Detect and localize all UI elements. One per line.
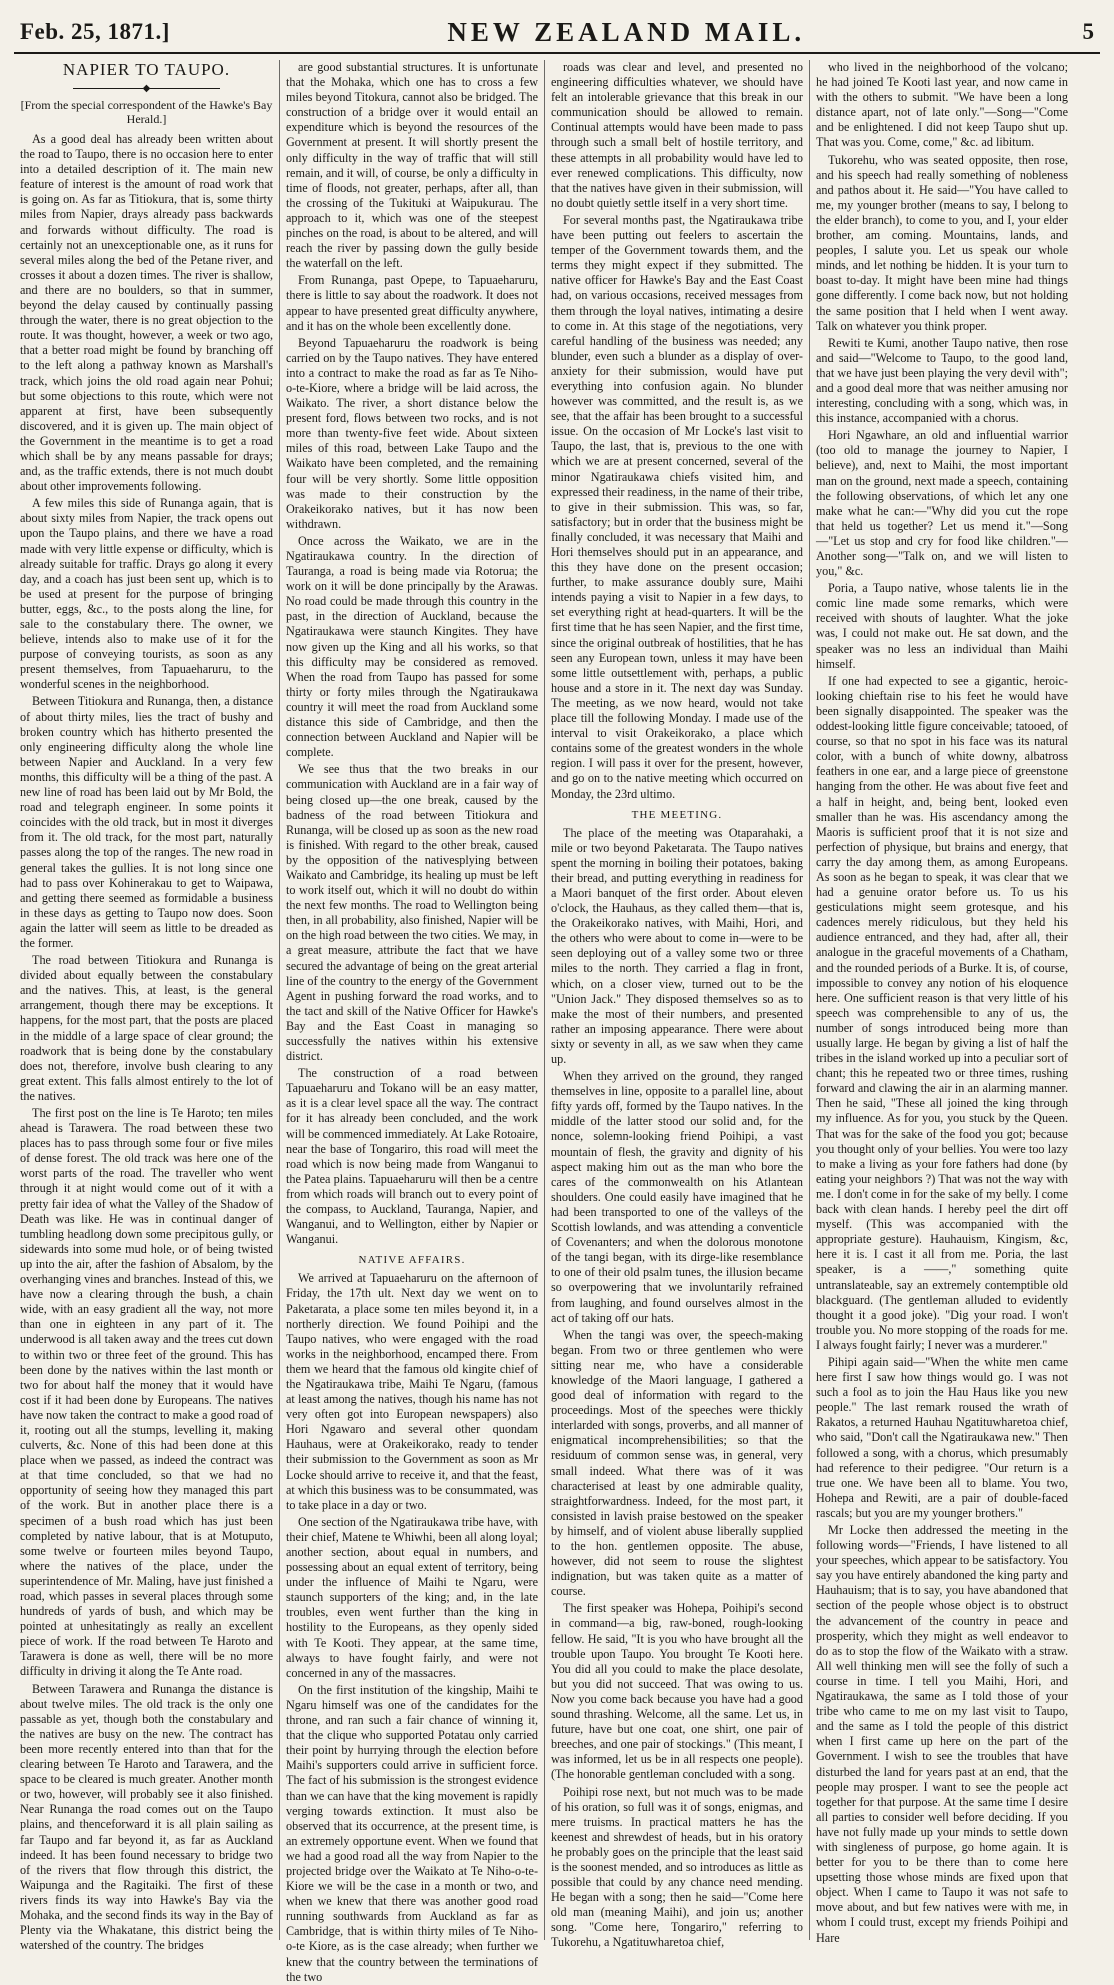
paragraph: On the first institution of the kingship, Maihi te Ngaru himself was one of the candidates for the throne, and ran such a fair chance of winning it, that the clique who supported Potatau only carried their point by hurrying through the election before Maihi's supporters could arrive in sufficient force. The fact of his submission is the strongest evidence than we can have that the king movement is rapidly verging towards extinction. It must also be observed that its occurrence, at the present time, is an extremely opportune event. When we found that we had a good road all the way from Napier to the projected bridge over the Waikato at Te Niho-o-te-Kiore we will be the case in a month or two, and when we knew that there was another good road running southwards from Auckland as far as Cambridge, that is within thirty miles of Te Niho-o-te Kiore, as is the case already; when further we knew that the country between the terminations of the two (286, 1682, 538, 1984)
paragraph: Tukorehu, who was seated opposite, then rose, and his speech had really something of nobleness and pathos about it. He said—"You have called to me, my younger brother (means to say, I belong to the elder branch), to come to you, and I, your elder brother, am coming. Mountains, lands, and peoples, I salute you. Let us speak our whole minds, and let nothing be hidden. It is your turn to boast to-day. It might have been mine had things gone differently. I come back now, but not holding the same position that I held when I went away. Talk on whatever you think proper. (816, 152, 1068, 333)
paragraph: The construction of a road between Tapuaeharuru and Tokano will be an easy matter, as it is a clear level space all the way. The contract for it has already been concluded, and the work will be commenced immediately. At Lake Rotoaire, near the base of Tongariro, this road will meet the road which is now being made from Wanganui to the Patea plains. Tapuaeharuru will then be a centre from which roads will branch out to every point of the compass, to Auckland, Tauranga, Napier, and Wanganui, and to Wellington, either by Napier or Wanganui. (286, 1066, 538, 1247)
section-heading: THE MEETING. (631, 808, 723, 821)
paragraph: Once across the Waikato, we are in the Ngatiraukawa country. In the direction of Tauranga, a road is being made via Rotorua; the work on it will be done principally by the Arawas. No road could be made through this country in the past, in the direction of Auckland, because the Ngatiraukawa were staunch Kingites. They have now given up the King and all his works, so that this difficulty may be considered as removed. When the road from Taupo has passed for some thirty or forty miles through the Ngatiraukawa country it will meet the road from Auckland some distance this side of Cambridge, and then the connection between Auckland and Napier will be complete. (286, 533, 538, 760)
article-byline: [From the special correspondent of the Hawke's Bay Herald.] (20, 98, 273, 126)
section-heading: NATIVE AFFAIRS. (358, 1254, 466, 1267)
paragraph: are good substantial structures. It is unfortunate that the Mohaka, which one has to cross a few miles beyond Titokura, cannot also be bridged. The construction of a bridge over it would entail an expenditure which is beyond the resources of the Government at present. It will shortly present the only difficulty in the way of traffic that will still remain, and it will, of course, be only a difficulty in time of floods, not greater, perhaps, after all, than the crossing of the Tukituki at Waipukurau. The approach to it, which was one of the steepest pinches on the road, is about to be altered, and will reach the river by passing down the gully beside the waterfall on the left. (286, 60, 538, 271)
paragraph: When they arrived on the ground, they ranged themselves in line, opposite to a parallel line, about fifty yards off, formed by the Taupo natives. In the middle of the latter stood our solid and, for the nonce, solemn-looking friend Poihipi, a vast mountain of flesh, the gravity and dignity of his aspect making him out as the man who bore the cares of the commonwealth on his Atlantean shoulders. One could easily have imagined that he had been transported to one of the valleys of the Scottish lowlands, and was attending a conventicle of Covenanters; and when the dolorous monotone of the tangi began, with its dirge-like resemblance to one of their old psalm tunes, the illusion became so overpowering that we involuntarily refrained from laughing, and found ourselves almost in the act of taking off our hats. (551, 1069, 803, 1325)
paragraph: Between Tarawera and Runanga the distance is about twelve miles. The old track is the only one passable as yet, though both the constabulary and the natives are busy on the new. The contract has been more recently entered into than that for the clearing between Te Haroto and Tarawera, and the space to be cleared is much greater. Another month or two, however, will probably see it also finished. Near Runanga the road comes out on the Taupo plains, and thenceforward it is all plain sailing as far Taupo and far beyond it, as far as Auckland indeed. It has been found necessary to bridge two of the rivers that flow through this district, the Waipunga and the Ragitaiki. The first of these rivers finds its way into Hawke's Bay via the Mohaka, and the second finds its way in the Bay of Plenty via the Whakatane, this district being the watershed of the country. The bridges (20, 1681, 273, 1953)
title-ornament: ◆ (20, 84, 273, 94)
paragraph: who lived in the neighborhood of the volcano; he had joined Te Kooti last year, and now came in with the others to submit. "We have been a long distance apart, not of late only."—Song—"Come and be enlightened. I did not keep Taupo shut up. That was you. Come, come," &c. ad libitum. (816, 60, 1068, 150)
paragraph: Mr Locke then addressed the meeting in the following words—"Friends, I have listened to all your speeches, which appear to be satisfactory. You say you have entirely abandoned the king party and Hauhauism; that is to say, you have abandoned that section of the people whose object is to obstruct the advancement of the country in peace and prosperity, which they might as well endeavor to do as to stop the flow of the Waikato with a straw. All well thinking men will see the folly of such a course in time. I tell you Maihi, Hori, and Ngatiraukawa, the same as I told those of your tribe who came to me on my last visit to Taupo, and the same as I told the people of this district when I first came up here on the part of the Government. I wish to see the troubles that have disturbed the land for years past at an end, that the people may prosper. I want to see the people act together for that purpose. At the same time I desire all parties to consider well before deciding. If you have not fully made up your minds to settle down with singleness of purpose, go home again. It is better for you to be there than to come here upsetting those whose minds are fixed upon that object. When I came to Taupo it was not safe to move about, and but few natives were with me, in whom I could trust, except my friends Poihipi and Hare (816, 1523, 1068, 1945)
paragraph: Poihipi rose next, but not much was to be made of his oration, so full was it of songs, enigmas, and mere truisms. In practical matters he has the keenest and shrewdest of heads, but in his oratory he probably goes on the principle that the least said is the soonest mended, and so introduces as little as possible that could by any chance need mending. He began with a song; then he said—"Come here old man (meaning Maihi), and join us; another song. "Come here, Tongariro," referring to Tukorehu, a Ngatituwharetoa chief, (551, 1784, 803, 1950)
column-3 (544, 60, 809, 1950)
column-4 (809, 60, 1074, 1945)
page-number: 5 (1082, 19, 1094, 44)
masthead (14, 12, 1100, 54)
paragraph: The first speaker was Hohepa, Poihipi's second in command—a big, raw-boned, rough-looking fellow. He said, "It is you who have brought all the trouble upon Taupo. You brought Te Kooti here. You did all you could to make the place desolate, but you did not succeed. That was owing to us. Now you come back because you have had a good sound thrashing. Welcome, all the same. Let us, in future, have but one coat, one shirt, one pair of breeches, and one pair of stockings." (This meant, I was informed, let us be in all respects one people). (The honorable gentleman concluded with a song. (551, 1601, 803, 1782)
text-columns (14, 60, 1100, 1984)
paragraph: If one had expected to see a gigantic, heroic-looking chieftain rise to his feet he would have been signally disappointed. The speaker was the oddest-looking little figure conceivable; tatooed, of course, so that no spot in his face was its natural color, with a bunch of white downy, albatross feathers in one ear, and a large piece of greenstone hanging from the other. He was about five feet and a half in height, and, being bent, looked even smaller than he was. His ascendancy among the Maoris is sufficient proof that it is not size and perfection of physique, but brains and energy, that carry the day among them, as among Europeans. As soon as he began to speak, it was clear that we had a genuine orator before us. To us his gesticulations might seem grotesque, and his cadences merely ridiculous, but they held his audience entranced, and they had, after all, their analogue in the graceful movements of a Chatham, and the rounded periods of a Burke. It is, of course, impossible to convey any notion of his eloquence here. One sufficient reason is that very little of his speech was comprehensible to any of us, the number of songs introduced being more than usually large. He began by giving a list of half the tribes in the island worked up into a peculiar sort of chant; this he repeated two or three times, rushing forward and clawing the air in an alarming manner. Then he said, "These all joined the king through my influence. As for you, you stuck by the Queen. That was for the sake of the food you got; because you thought only of your bellies. You were too lazy to make a living as your fore fathers had done (by eating your neighbors ?) That was not the way with me. I don't come in for the sake of my belly. I come back with clean hands. I hereby peel the dirt off myself. (This was accompanied with the appropriate gesture). Hauhauism, Kingism, &c, here it is. I cast it all from me. Poria, the last speaker, is a ——," something quite untranslateable, say an extremely contemptible old blackguard. (The gentleman alluded to evidently thought it a good joke). "Dig your road. I won't trouble you. No more stopping of the roads for me. I always fought fairly; I never was a murderer." (816, 673, 1068, 1352)
paragraph: Between Titiokura and Runanga, then, a distance of about thirty miles, lies the tract of bushy and broken country which has hitherto presented the only engineering difficulty along the whole line between Napier and Auckland. In a very few months, this difficulty will be a thing of the past. A new line of road has been laid out by Mr Bold, the road and telegraph engineer. In some points it coincides with the old track, but in most it diverges from it. The old track, for the most part, naturally passes along the top of the ranges. The new road in general takes the gullies. It is not long since one had to pass over Kohinerakau to get to Waipawa, and getting there seemed as formidable a business in these days as getting to Taupo now does. Soon again the latter will seem as little to be dreaded as the former. (20, 694, 273, 950)
paragraph: The road between Titiokura and Runanga is divided about equally between the constabulary and the natives. This, at least, is the general arrangement, though there may be exceptions. It happens, for the most part, that the posts are placed in the middle of a large space of clear ground; the roadwork that is being done by the constabulary does not, therefore, involve bush clearing to any great extent. This falls almost entirely to the lot of the natives. (20, 953, 273, 1103)
paragraph: When the tangi was over, the speech-making began. From two or three gentlemen who were sitting near me, who have a considerable knowledge of the Maori language, I gathered a good deal of information with regard to the proceedings. Most of the speeches were thickly interlarded with songs, proverbs, and all manner of enigmatical incomprehensibilities; so that the residuum of common sense was, in general, very small indeed. What there was of it was characterised at least by one admirable quality, straightforwardness. Indeed, for the most part, it consisted in lavish praise bestowed on the speaker by himself, and of violent abuse liberally supplied to the hon. gentlemen opposite. The abuse, however, did not seem to rouse the slightest indignation, but was taken quite as a matter of course. (551, 1327, 803, 1599)
column-1 (14, 60, 279, 1953)
paragraph: For several months past, the Ngatiraukawa tribe have been putting out feelers to ascertain the temper of the Government towards them, and the terms they might expect if they submitted. The native officer for Hawke's Bay and the East Coast had, on various occasions, received messages from them through the loyal natives, intimating a desire to come in. At this stage of the negotiations, very careful handling of the business was needed; any blunder, even such a blunder as a display of over-anxiety for their submission, would have put everything into confusion again. No blunder however was committed, and the result is, as we see, that the affair has been brought to a successful issue. On the occasion of Mr Locke's last visit to Taupo, the last, that is, previous to the one with which we are at present concerned, several of the minor Ngatiraukawa chiefs visited him, and expressed their readiness, in the name of their tribe, to give in their submission. This was, so far, satisfactory; but in order that the business might be finally concluded, it was necessary that Maihi and Hori themselves should put in an appearance, and this they have done on the present occasion; further, to make assurance doubly sure, Maihi intends paying a visit to Napier in a few days, to set everything right at head-quarters. It will be the first time that he has seen Napier, and the first time, since the original outbreak of hostilities, that he has seen any European town, unless it may have been some little outsettlement with, perhaps, a public house and a store in it. The next day was Sunday. The meeting, as we now heard, would not take place till the following Monday. I made use of the interval to visit Orakeikorako, a place which contains some of the greatest wonders in the whole region. I will pass it over for the present, however, and go on to the native meeting which occurred on Monday, the 23rd ultimo. (551, 212, 803, 801)
paragraph: We see thus that the two breaks in our communication with Auckland are in a fair way of being closed up—the one break, caused by the badness of the road between Titiokura and Runanga, will be closed up as soon as the new road is finished. With regard to the other break, caused by the opposition of the nativesplying between Waikato and Cambridge, its healing up must be left to work itself out, which it will no doubt do within the next few months. The road to Wellington being then, in all probability, also finished, Napier will be on the high road between the two cities. We may, in a great measure, attribute the fact that we have secured the advantage of being on the great arterial line of the country to the energy of the Government Agent in pushing forward the road works, and to the tact and skill of the Native Officer for Hawke's Bay and the East Coast in managing so successfully the natives within his extensive district. (286, 762, 538, 1064)
paragraph: roads was clear and level, and presented no engineering difficulties whatever, we should have felt an intolerable grievance that this break in our communication should be allowed to remain. Continual attempts would have been made to pass through such a small belt of hostile territory, and these attempts in all probability would have led to ever renewed complications. This difficulty, now that the natives have given in their submission, will no doubt quietly settle itself in a very short time. (551, 60, 803, 210)
paragraph: As a good deal has already been written about the road to Taupo, there is no occasion here to enter into a detailed description of it. The main new feature of interest is the amount of road work that is going on. As far as Titiokura, that is, some thirty miles from Napier, drays already pass backwards and forwards without difficulty. The road is certainly not an unexceptionable one, as it runs for several miles along the bed of the Petane river, and crosses it about a dozen times. The river is shallow, and there are no boulders, so that in summer, beyond the delay caused by continually passing through the water, there is no great objection to the route. It was thought, however, a week or two ago, that a better road might be found by branching off to the left along a pathway known as Marshall's track, which joins the old road again near Pohui; but some objections to this route, which were not apparent at first, have been subsequently discovered, and it is given up. The main object of the Government in the meantime is to get a road which shall be by any means passable for drays; and, as the traffic extends, there is not much doubt about other improvements following. (20, 132, 273, 494)
paragraph: The place of the meeting was Otaparahaki, a mile or two beyond Paketarata. The Taupo natives spent the morning in boiling their potatoes, baking their bread, and putting everything in readiness for a Maori banquet of the first order. About eleven o'clock, the Hauhaus, as they called them—that is, the Orakeikorako natives, with Maihi, Hori, and the others who were about to come in—were to be seen deploying out of a valley some two or three miles to the north. They carried a flag in front, which, on a closer view, turned out to be the "Union Jack." They disposed themselves so as to make the most of their numbers, and presented rather an imposing appearance. There were about sixty or seventy in all, as we saw when they came up. (551, 825, 803, 1066)
paragraph: We arrived at Tapuaeharuru on the afternoon of Friday, the 17th ult. Next day we went on to Paketarata, a place some ten miles beyond it, in a northerly direction. We found Poihipi and the Taupo natives, who were engaged with the road works in the neighborhood, encamped there. From them we heard that the famous old kingite chief of the Ngatiraukawa tribe, Maihi Te Ngaru, (famous at least among the natives, though his name has not very often got into European newspapers) also Hori Ngawaro and several other quondam Hauhaus, were at Orakeikorako, ready to tender their submission to the Government as soon as Mr Locke should arrive to receive it, and that the feast, at which this business was to be consummated, was to take place in a day or two. (286, 1271, 538, 1512)
paragraph: Pihipi again said—"When the white men came here first I saw how things would go. I was not such a fool as to join the Hau Haus like you new people." The last remark roused the wrath of Rakatos, a returned Hauhau Ngatituwharetoa chief, who said, "Don't call the Ngatiraukawa new." Then followed a song, with a chorus, which presumably had reference to their pedigree. "Our return is a true one. We have been all to blame. You two, Hohepa and Rewiti, are a pair of double-faced rascals; but you are my younger brothers." (816, 1354, 1068, 1520)
newspaper-title: NEW ZEALAND MAIL. (447, 16, 806, 47)
issue-date: Feb. 25, 1871.] (20, 19, 170, 44)
paragraph: Hori Ngawhare, an old and influential warrior (too old to manage the journey to Napier, I believe), and, next to Maihi, the most important man on the ground, next made a speech, containing the following observations, of which let any one make what he can:—"Why did you cut the rope that held us together? Let us mend it."—Song—"Let us stop and cry for food like children."—Another song—"Talk on, and we will listen to you," &c. (816, 428, 1068, 579)
paragraph: A few miles this side of Runanga again, that is about sixty miles from Napier, the track opens out upon the Taupo plains, and there we have a road made with very little expense or difficulty, which is already suitable for traffic. Drays go along it every day, and a coach has just been sent up, which is to be used at present for the purpose of bringing butter, eggs, &c., to the posts along the line, for sale to the constabulary there. The owner, we believe, intends also to make use of it for the purpose of conveying tourists, as soon as any present themselves, from Tapuaeharuru, to the wonderful scenes in the neighborhood. (20, 496, 273, 692)
paragraph: Beyond Tapuaeharuru the roadwork is being carried on by the Taupo natives. They have entered into a contract to make the road as far as Te Niho-o-te-Kiore, where a bridge will be laid across, the Waikato. The river, a short distance below the present ford, flows between two rocks, and is not more than twenty-five feet wide. About sixteen miles of this road, between Lake Taupo and the Waikato have been completed, and the remaining four will be very shortly. Some little opposition was made to their construction by the Orakeikorako natives, but it has now been withdrawn. (286, 335, 538, 531)
column-2 (279, 60, 544, 1984)
paragraph: The first post on the line is Te Haroto; ten miles ahead is Tarawera. The road between these two places has to pass through some four or five miles of dense forest. The old track was here one of the worst parts of the road. The traveller who went through it at night would come out of it with a pretty fair idea of what the Valley of the Shadow of Death was like. He was in continual danger of tumbling headlong down some precipitous gully, or sidewards into some mud hole, or of being twisted up into the air, after the fashion of Absalom, by the overhanging vines and branches. Instead of this, we have now a clearing through the bush, a chain wide, with an easy gradient all the way, not more than one in eighteen in any part of it. The underwood is all taken away and the trees cut down to within two or three feet of the ground. This has been done by the natives within the last month or two for about half the money that it would have cost if it had been done by Europeans. The natives have now taken the contract to make a good road of it, rooting out all the stumps, levelling it, making culverts, &c. None of this had been done at this place when we passed, as indeed the contract was at that time concluded, so that we had no opportunity of seeing how they managed this part of the work. But in another place there is a specimen of a bush road which has just been completed by native labour, that is at Motuputo, some twelve or fourteen miles beyond Taupo, where the natives of the place, under the superintendence of Mr. Maling, have just finished a road, which passes in several places through some hundreds of yards of bush, and which may be pointed at unhesitatingly as really an excellent piece of work. If the road between Te Haroto and Tarawera is done as well, there will be no more difficulty in driving it along the Te Ante road. (20, 1106, 273, 1679)
paragraph: One section of the Ngatiraukawa tribe have, with their chief, Matene te Whiwhi, been all along loyal; another section, about equal in numbers, and possessing about an equal extent of territory, being under the influence of Maihi te Ngaru, were staunch supporters of the king; and, in the late troubles, even went further than the king in hostility to the Europeans, as they openly sided with Te Kooti. They appear, at the same time, always to have fought fairly, and were not concerned in any of the massacres. (286, 1514, 538, 1680)
paragraph: From Runanga, past Opepe, to Tapuaeharuru, there is little to say about the roadwork. It does not appear to have presented great difficulty anywhere, and it has on the whole been excellently done. (286, 273, 538, 333)
paragraph: Poria, a Taupo native, whose talents lie in the comic line made some remarks, which were received with shouts of laughter. What the joke was, I could not make out. He sat down, and the speaker was no less an individual than Maihi himself. (816, 581, 1068, 671)
article-title: NAPIER TO TAUPO. (62, 60, 231, 79)
paragraph: Rewiti te Kumi, another Taupo native, then rose and said—"Welcome to Taupo, to the good land, that we have just been playing the very devil with"; and a good deal more that was neither amusing nor interesting, concluding with a song, which was, in this instance, accompanied with a chorus. (816, 335, 1068, 426)
